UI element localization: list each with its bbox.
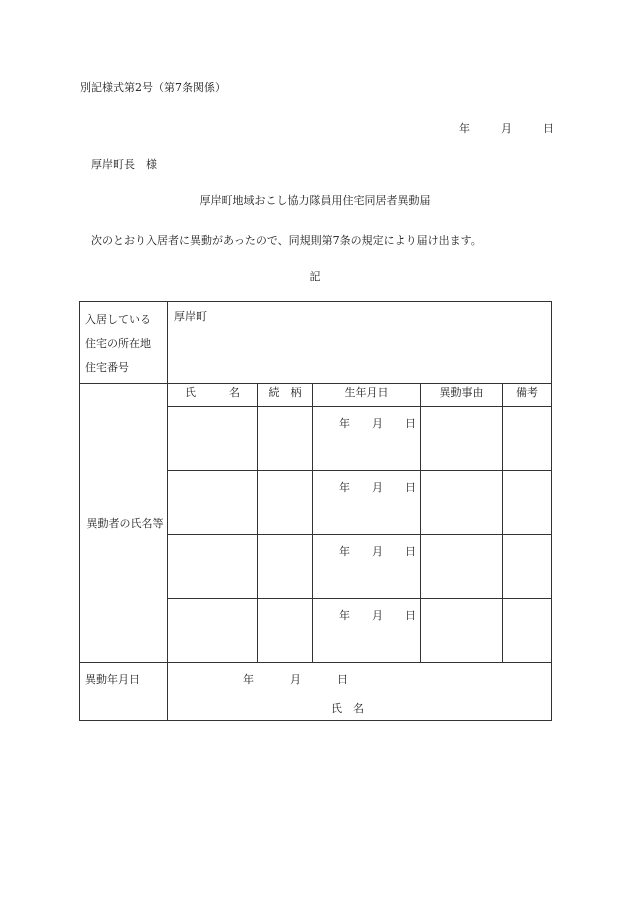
col-birth: 生年月日 <box>313 384 421 407</box>
person-header-row <box>80 384 552 407</box>
birth-cell[interactable]: 年 月 日 <box>313 471 421 535</box>
birth-cell[interactable]: 年 月 日 <box>313 407 421 471</box>
move-date-label: 異動年月日 <box>80 663 168 721</box>
col-relation: 続 柄 <box>258 384 313 407</box>
date-day: 日 <box>543 122 554 135</box>
remarks-cell[interactable] <box>503 407 552 471</box>
name-cell[interactable] <box>168 599 258 663</box>
remarks-cell[interactable] <box>503 471 552 535</box>
reason-cell[interactable] <box>421 471 503 535</box>
relation-cell[interactable] <box>258 407 313 471</box>
name-cell[interactable] <box>168 407 258 471</box>
ki-heading: 記 <box>309 270 321 283</box>
date-year: 年 <box>459 122 470 135</box>
date-month: 月 <box>501 122 512 135</box>
reason-cell[interactable] <box>421 535 503 599</box>
remarks-cell[interactable] <box>503 599 552 663</box>
residence-value[interactable]: 厚岸町 <box>168 302 552 384</box>
remarks-cell[interactable] <box>503 535 552 599</box>
residence-row <box>80 302 552 384</box>
birth-cell[interactable]: 年 月 日 <box>313 599 421 663</box>
addressee: 厚岸町長 様 <box>91 158 157 171</box>
residence-label: 入居している 住宅の所在地 住宅番号 <box>80 302 168 384</box>
signature-name: 氏 名 <box>331 702 364 715</box>
reason-cell[interactable] <box>421 599 503 663</box>
submission-date <box>459 120 554 136</box>
change-form-table <box>79 301 552 721</box>
birth-cell[interactable]: 年 月 日 <box>313 535 421 599</box>
reason-cell[interactable] <box>421 407 503 471</box>
name-cell[interactable] <box>168 535 258 599</box>
form-number: 別記様式第2号（第7条関係） <box>80 81 226 94</box>
col-reason: 異動事由 <box>421 384 503 407</box>
relation-cell[interactable] <box>258 471 313 535</box>
document-title: 厚岸町地域おこし協力隊員用住宅同居者異動届 <box>199 194 431 207</box>
move-date-row <box>80 663 552 721</box>
name-cell[interactable] <box>168 471 258 535</box>
col-name: 氏 名 <box>168 384 258 407</box>
relation-cell[interactable] <box>258 535 313 599</box>
intro-text: 次のとおり入居者に異動があったので、同規則第7条の規定により届け出ます。 <box>91 234 482 247</box>
relation-cell[interactable] <box>258 599 313 663</box>
person-label: 異動者の氏名等 <box>80 384 168 663</box>
move-date-value[interactable]: 年 月 日 <box>168 663 552 721</box>
col-remarks: 備考 <box>503 384 552 407</box>
